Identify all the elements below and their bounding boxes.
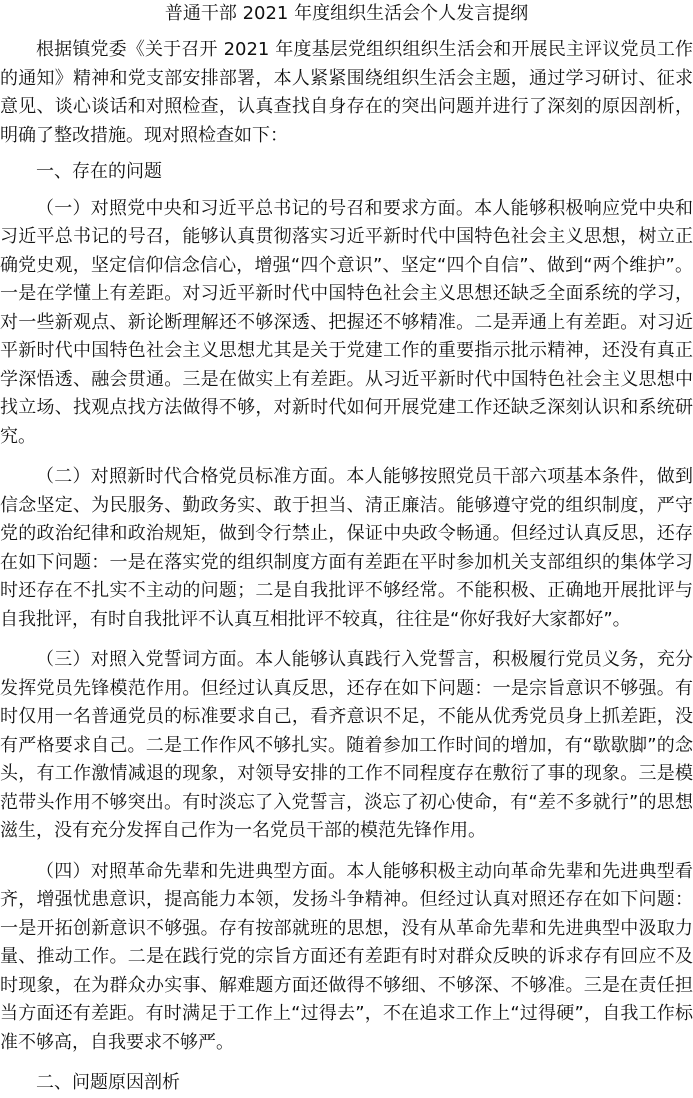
document-title: 普通干部 2021 年度组织生活会个人发言提纲 [164, 3, 529, 24]
problem-item-4: （四）对照革命先辈和先进典型方面。本人能够积极主动向革命先辈和先进典型看齐，增强忧患意识，提高能力本领，发扬斗争精神。但经过认真对照还存在如下问题：一是开拓创新意识不够强。存有按部就班的思想，没有从革命先辈和先进典型中汲取力量、推动工作。二是在践行党的宗旨方面还有差距有时对群众反映的诉求存有回应不及时现象，在为群众办实事、解难题方面还做得不够细、不够深、不够准。三是在责任担当方面还有差距。有时满足于工作上“过得去”，不在追求工作上“过得硬”，自我工作标准不够高，自我要求不够严。 [0, 860, 693, 1053]
problem-item-2: （二）对照新时代合格党员标准方面。本人能够按照党员干部六项基本条件，做到信念坚定、为民服务、勤政务实、敢于担当、清正廉洁。能够遵守党的组织制度，严守党的政治纪律和政治规矩，做到令行禁止，保证中央政令畅通。但经过认真反思，还存在如下问题：一是在落实党的组织制度方面有差距在平时参加机关支部组织的集体学习时还存在不扎实不主动的问题；二是自我批评不够经常。不能积极、正确地开展批评与自我批评，有时自我批评不认真互相批评不较真，往往是“你好我好大家都好”。 [0, 466, 693, 630]
problem-item-3: （三）对照入党誓词方面。本人能够认真践行入党誓言，积极履行党员义务，充分发挥党员先锋模范作用。但经过认真反思，还存在如下问题：一是宗旨意识不够强。有时仅用一名普通党员的标准要求自己，看齐意识不足，不能从优秀党员身上抓差距，没有严格要求自己。二是工作作风不够扎实。随着参加工作时间的增加，有“歇歇脚”的念头，有工作激情减退的现象，对领导安排的工作不同程度存在敷衍了事的现象。三是模范带头作用不够突出。有时淡忘了入党誓言，淡忘了初心使命，有“差不多就行”的思想滋生，没有充分发挥自己作为一名党员干部的模范先锋作用。 [0, 649, 693, 841]
section-heading-causes: 二、问题原因剖析 [36, 1072, 180, 1093]
section-heading-problems: 一、存在的问题 [36, 161, 162, 182]
intro-paragraph: 根据镇党委《关于召开 2021 年度基层党组织组织生活会和开展民主评议党员工作的通知》精神和党支部安排部署，本人紧紧围绕组织生活会主题，通过学习研讨、征求意见、谈心谈话和对照检查，认真查找自身存在的突出问题并进行了深刻的原因剖析，明确了整改措施。现对照检查如下： [0, 39, 693, 146]
problem-item-1: （一）对照党中央和习近平总书记的号召和要求方面。本人能够积极响应党中央和习近平总书记的号召，能够认真贯彻落实习近平新时代中国特色社会主义思想，树立正确党史观，坚定信仰信念信心，增强“四个意识”、坚定“四个自信”、做到“两个维护”。一是在学懂上有差距。对习近平新时代中国特色社会主义思想还缺乏全面系统的学习，对一些新观点、新论断理解还不够深透、把握还不够精准。二是弄通上有差距。对习近平新时代中国特色社会主义思想尤其是关于党建工作的重要指示批示精神，还没有真正学深悟透、融会贯通。三是在做实上有差距。从习近平新时代中国特色社会主义思想中找立场、找观点找方法做得不够，对新时代如何开展党建工作还缺乏深刻认识和系统研究。 [0, 197, 693, 447]
document-body [0, 36, 693, 1098]
